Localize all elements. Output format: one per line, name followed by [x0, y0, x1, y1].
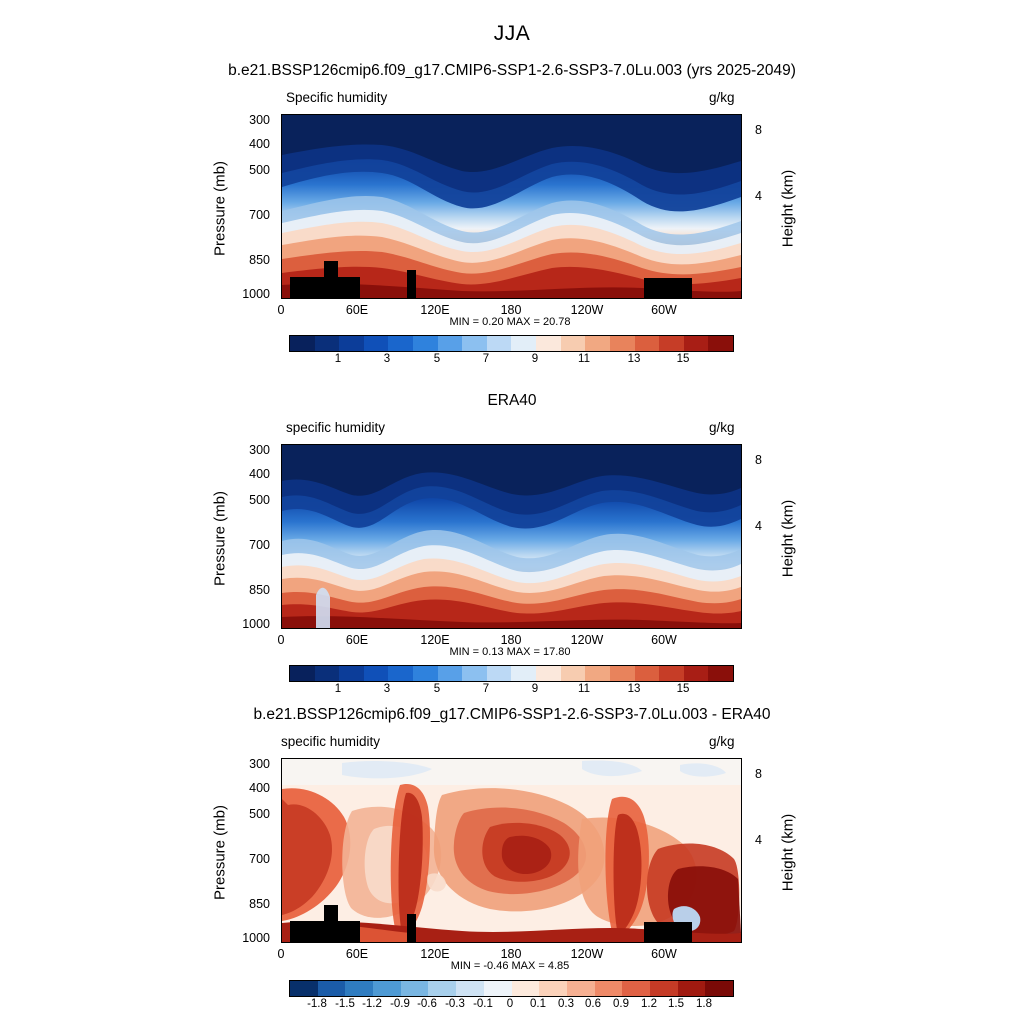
panel-3-xtick-120W: 120W: [570, 947, 604, 961]
panel-2-xtick-180: 180: [500, 633, 522, 647]
panel-1-variable-label: Specific humidity: [286, 90, 388, 105]
panel-2-xtick-60W: 60W: [651, 633, 677, 647]
panel-2-xtick-0: 0: [277, 633, 285, 647]
panel-3-cbar-label: 0: [506, 998, 514, 1010]
panel-1-ytick-850: 850: [249, 253, 270, 267]
panel-1-cbar-label: 15: [676, 353, 690, 365]
panel-3-cbar-label: -0.1: [473, 998, 493, 1010]
panel-1-ytick-300: 300: [249, 113, 270, 127]
panel-1-y-axis-label-left: Pressure (mb): [211, 160, 229, 257]
panel-2-ytick-700: 700: [249, 538, 270, 552]
panel-3-cbar-label: 0.1: [530, 998, 546, 1010]
panel-2-cbar-label: 13: [627, 683, 641, 695]
panel-3-xtick-60E: 60E: [345, 947, 369, 961]
panel-1-cbar-label: 11: [578, 353, 590, 365]
panel-2-cbar-label: 5: [433, 683, 441, 695]
panel-1-title: b.e21.BSSP126cmip6.f09_g17.CMIP6-SSP1-2.6-SSP3-7.0Lu.003 (yrs 2025-2049): [228, 62, 796, 79]
panel-3-cbar-label: 1.5: [668, 998, 684, 1010]
panel-3-colorbar-labels: [289, 998, 732, 1012]
panel-3-ytick-500: 500: [249, 807, 270, 821]
panel-1-contour-field: [282, 115, 741, 298]
panel-3-ytick-850: 850: [249, 897, 270, 911]
panel-1-unit-label: g/kg: [709, 90, 735, 105]
panel-3-cbar-label: -1.8: [307, 998, 327, 1010]
panel-1-xtick-0: 0: [277, 303, 285, 317]
panel-3-y-axis-label-left: Pressure (mb): [211, 804, 229, 901]
panel-3-y-axis-label-right: Height (km): [779, 813, 797, 892]
panel-1-ytick-500: 500: [249, 163, 270, 177]
panel-3-cbar-label: 0.6: [585, 998, 601, 1010]
panel-2-ytick-500: 500: [249, 493, 270, 507]
panel-2-unit-label: g/kg: [709, 420, 735, 435]
panel-2-contour-field: [282, 445, 741, 628]
panel-1-xtick-120W: 120W: [570, 303, 604, 317]
panel-2-xtick-120W: 120W: [570, 633, 604, 647]
panel-2-variable-label: specific humidity: [286, 420, 386, 435]
panel-3-title: b.e21.BSSP126cmip6.f09_g17.CMIP6-SSP1-2.6-SSP3-7.0Lu.003 - ERA40: [253, 706, 771, 723]
panel-1-ytick-400: 400: [249, 137, 270, 151]
panel-3-topography-block: [644, 922, 692, 942]
panel-2-ytick-850: 850: [249, 583, 270, 597]
panel-3-cbar-label: 0.9: [613, 998, 629, 1010]
panel-1-topography-block: [407, 270, 416, 298]
panel-2-y-axis-label-right: Height (km): [779, 499, 797, 578]
panel-3-variable-label: specific humidity: [281, 734, 381, 749]
panel-3-plot: [281, 758, 742, 943]
panel-3-xtick-120E: 120E: [420, 947, 450, 961]
panel-2-contour-svg: [282, 445, 741, 628]
panel-3-cbar-label: 0.3: [558, 998, 574, 1010]
panel-3-unit-label: g/kg: [709, 734, 735, 749]
panel-2-cbar-label: 15: [676, 683, 690, 695]
panel-1-cbar-label: 1: [334, 353, 342, 365]
panel-2-cbar-label: 9: [531, 683, 539, 695]
panel-1-topography-block: [338, 277, 360, 298]
panel-2-cbar-label: 1: [334, 683, 342, 695]
panel-1-ytick-right-8: 8: [755, 123, 762, 137]
panel-3-cbar-label: -0.9: [390, 998, 410, 1010]
panel-1-cbar-label: 9: [531, 353, 539, 365]
panel-2-xtick-60E: 60E: [345, 633, 369, 647]
panel-3-topography-block: [338, 921, 360, 942]
panel-3-topography-block: [407, 914, 416, 942]
panel-1-cbar-label: 13: [627, 353, 641, 365]
panel-1: [0, 0, 1024, 365]
panel-3: [0, 648, 1024, 1024]
panel-1-ytick-700: 700: [249, 208, 270, 222]
panel-3-cbar-label: 1.8: [696, 998, 712, 1010]
panel-3-cbar-label: 1.2: [641, 998, 657, 1010]
panel-2-minmax-text: MIN = 0.13 MAX = 17.80: [449, 646, 571, 658]
panel-2-y-axis-label-left: Pressure (mb): [211, 490, 229, 587]
panel-2-xtick-120E: 120E: [420, 633, 450, 647]
panel-3-cbar-label: -0.6: [417, 998, 437, 1010]
panel-1-ytick-1000: 1000: [242, 287, 270, 301]
panel-3-minmax-text: MIN = -0.46 MAX = 4.85: [450, 960, 570, 972]
panel-2-title: ERA40: [487, 392, 537, 409]
panel-3-difference-field: [282, 759, 741, 942]
panel-1-cbar-label: 5: [433, 353, 441, 365]
panel-1-topography-block: [644, 278, 692, 298]
panel-3-ytick-300: 300: [249, 757, 270, 771]
panel-3-topography-block: [324, 905, 338, 942]
panel-1-minmax-text: MIN = 0.20 MAX = 20.78: [449, 316, 571, 328]
panel-3-xtick-60W: 60W: [651, 947, 677, 961]
panel-3-contour-svg: [282, 759, 741, 942]
panel-3-ytick-right-8: 8: [755, 767, 762, 781]
figure-title: JJA: [493, 22, 531, 45]
panel-2-cbar-label: 3: [383, 683, 391, 695]
panel-2-plot: [281, 444, 742, 629]
panel-3-topography-block: [290, 921, 324, 942]
panel-3-cbar-label: -1.2: [362, 998, 382, 1010]
panel-1-topography-block: [324, 261, 338, 298]
panel-3-cbar-label: -0.3: [445, 998, 465, 1010]
panel-3-ytick-700: 700: [249, 852, 270, 866]
panel-1-xtick-60W: 60W: [651, 303, 677, 317]
panel-2-cbar-label: 11: [578, 683, 590, 695]
panel-1-xtick-180: 180: [500, 303, 522, 317]
panel-2-ytick-right-8: 8: [755, 453, 762, 467]
panel-2-ytick-1000: 1000: [242, 617, 270, 631]
panel-2-ytick-300: 300: [249, 443, 270, 457]
panel-3-ytick-1000: 1000: [242, 931, 270, 945]
panel-2: [0, 330, 1024, 695]
panel-3-xtick-0: 0: [277, 947, 285, 961]
panel-2-cbar-label: 7: [482, 683, 490, 695]
panel-3-colorbar: [289, 980, 734, 997]
panel-1-plot: [281, 114, 742, 299]
panel-1-ytick-right-4: 4: [755, 189, 762, 203]
panel-3-cbar-label: -1.5: [335, 998, 355, 1010]
panel-3-ytick-400: 400: [249, 781, 270, 795]
panel-2-ytick-400: 400: [249, 467, 270, 481]
panel-1-y-axis-label-right: Height (km): [779, 169, 797, 248]
panel-1-contour-svg: [282, 115, 741, 298]
panel-1-xtick-60E: 60E: [345, 303, 369, 317]
panel-1-cbar-label: 7: [482, 353, 490, 365]
panel-3-xtick-180: 180: [500, 947, 522, 961]
panel-1-cbar-label: 3: [383, 353, 391, 365]
panel-2-ytick-right-4: 4: [755, 519, 762, 533]
panel-3-ytick-right-4: 4: [755, 833, 762, 847]
panel-1-xtick-120E: 120E: [420, 303, 450, 317]
panel-1-topography-block: [290, 277, 324, 298]
